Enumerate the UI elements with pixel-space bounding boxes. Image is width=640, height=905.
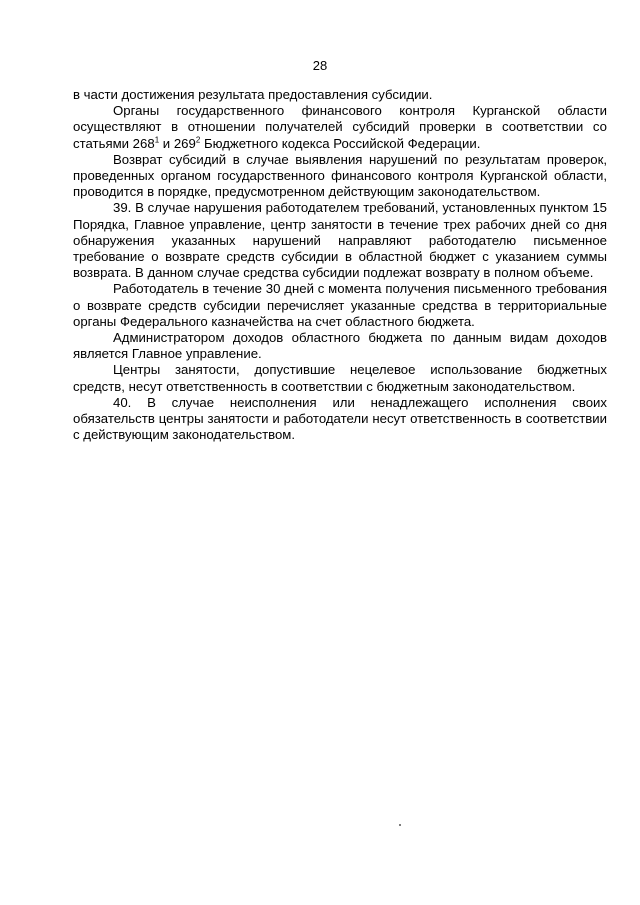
paragraph-revenue-administrator: Администратором доходов областного бюджета по данным видам доходов является Главное управление. [73,330,607,362]
document-body [73,87,607,443]
paragraph-item-39: 39. В случае нарушения работодателем требований, установленных пунктом 15 Порядка, Главное управление, центр занятости в течение трех рабочих дней со дня обнаружения указанных нарушений направляют работодателю письменное требование о возврате средств субсидии в областной бюджет с указанием суммы возврата. В данном случае средства субсидии подлежат возврату в полном объеме. [73,200,607,281]
paragraph-text: Органы государственного финансового контроля Курганской области осуществляют в отношении получателей субсидий проверки в соответствии со статьями 268 [73,103,607,151]
paragraph-subsidy-return: Возврат субсидий в случае выявления нарушений по результатам проверок, проведенных органом государственного финансового контроля Курганской области, проводится в порядке, предусмотренном действующим законодательством. [73,151,607,200]
paragraph-employment-centers: Центры занятости, допустившие нецелевое использование бюджетных средств, несут ответственность в соответствии с бюджетным законодательством. [73,362,607,394]
scan-speck [399,824,401,826]
superscript-2: 2 [195,135,201,145]
paragraph-text: Бюджетного кодекса Российской Федерации. [200,135,481,151]
page-number: 28 [312,58,328,73]
paragraph-item-40: 40. В случае неисполнения или ненадлежащего исполнения своих обязательств центры занятости и работодатели несут ответственность в соответствии с действующим законодательством. [73,394,607,443]
paragraph-control-bodies [73,103,607,152]
paragraph-continuation: в части достижения результата предоставления субсидии. [73,87,433,102]
paragraph-employer-transfer: Работодатель в течение 30 дней с момента получения письменного требования о возврате средств субсидии перечисляет указанные средства в территориальные органы Федерального казначейства на счет областного бюджета. [73,281,607,329]
superscript-1: 1 [154,135,160,145]
paragraph-text: и 269 [159,135,196,151]
